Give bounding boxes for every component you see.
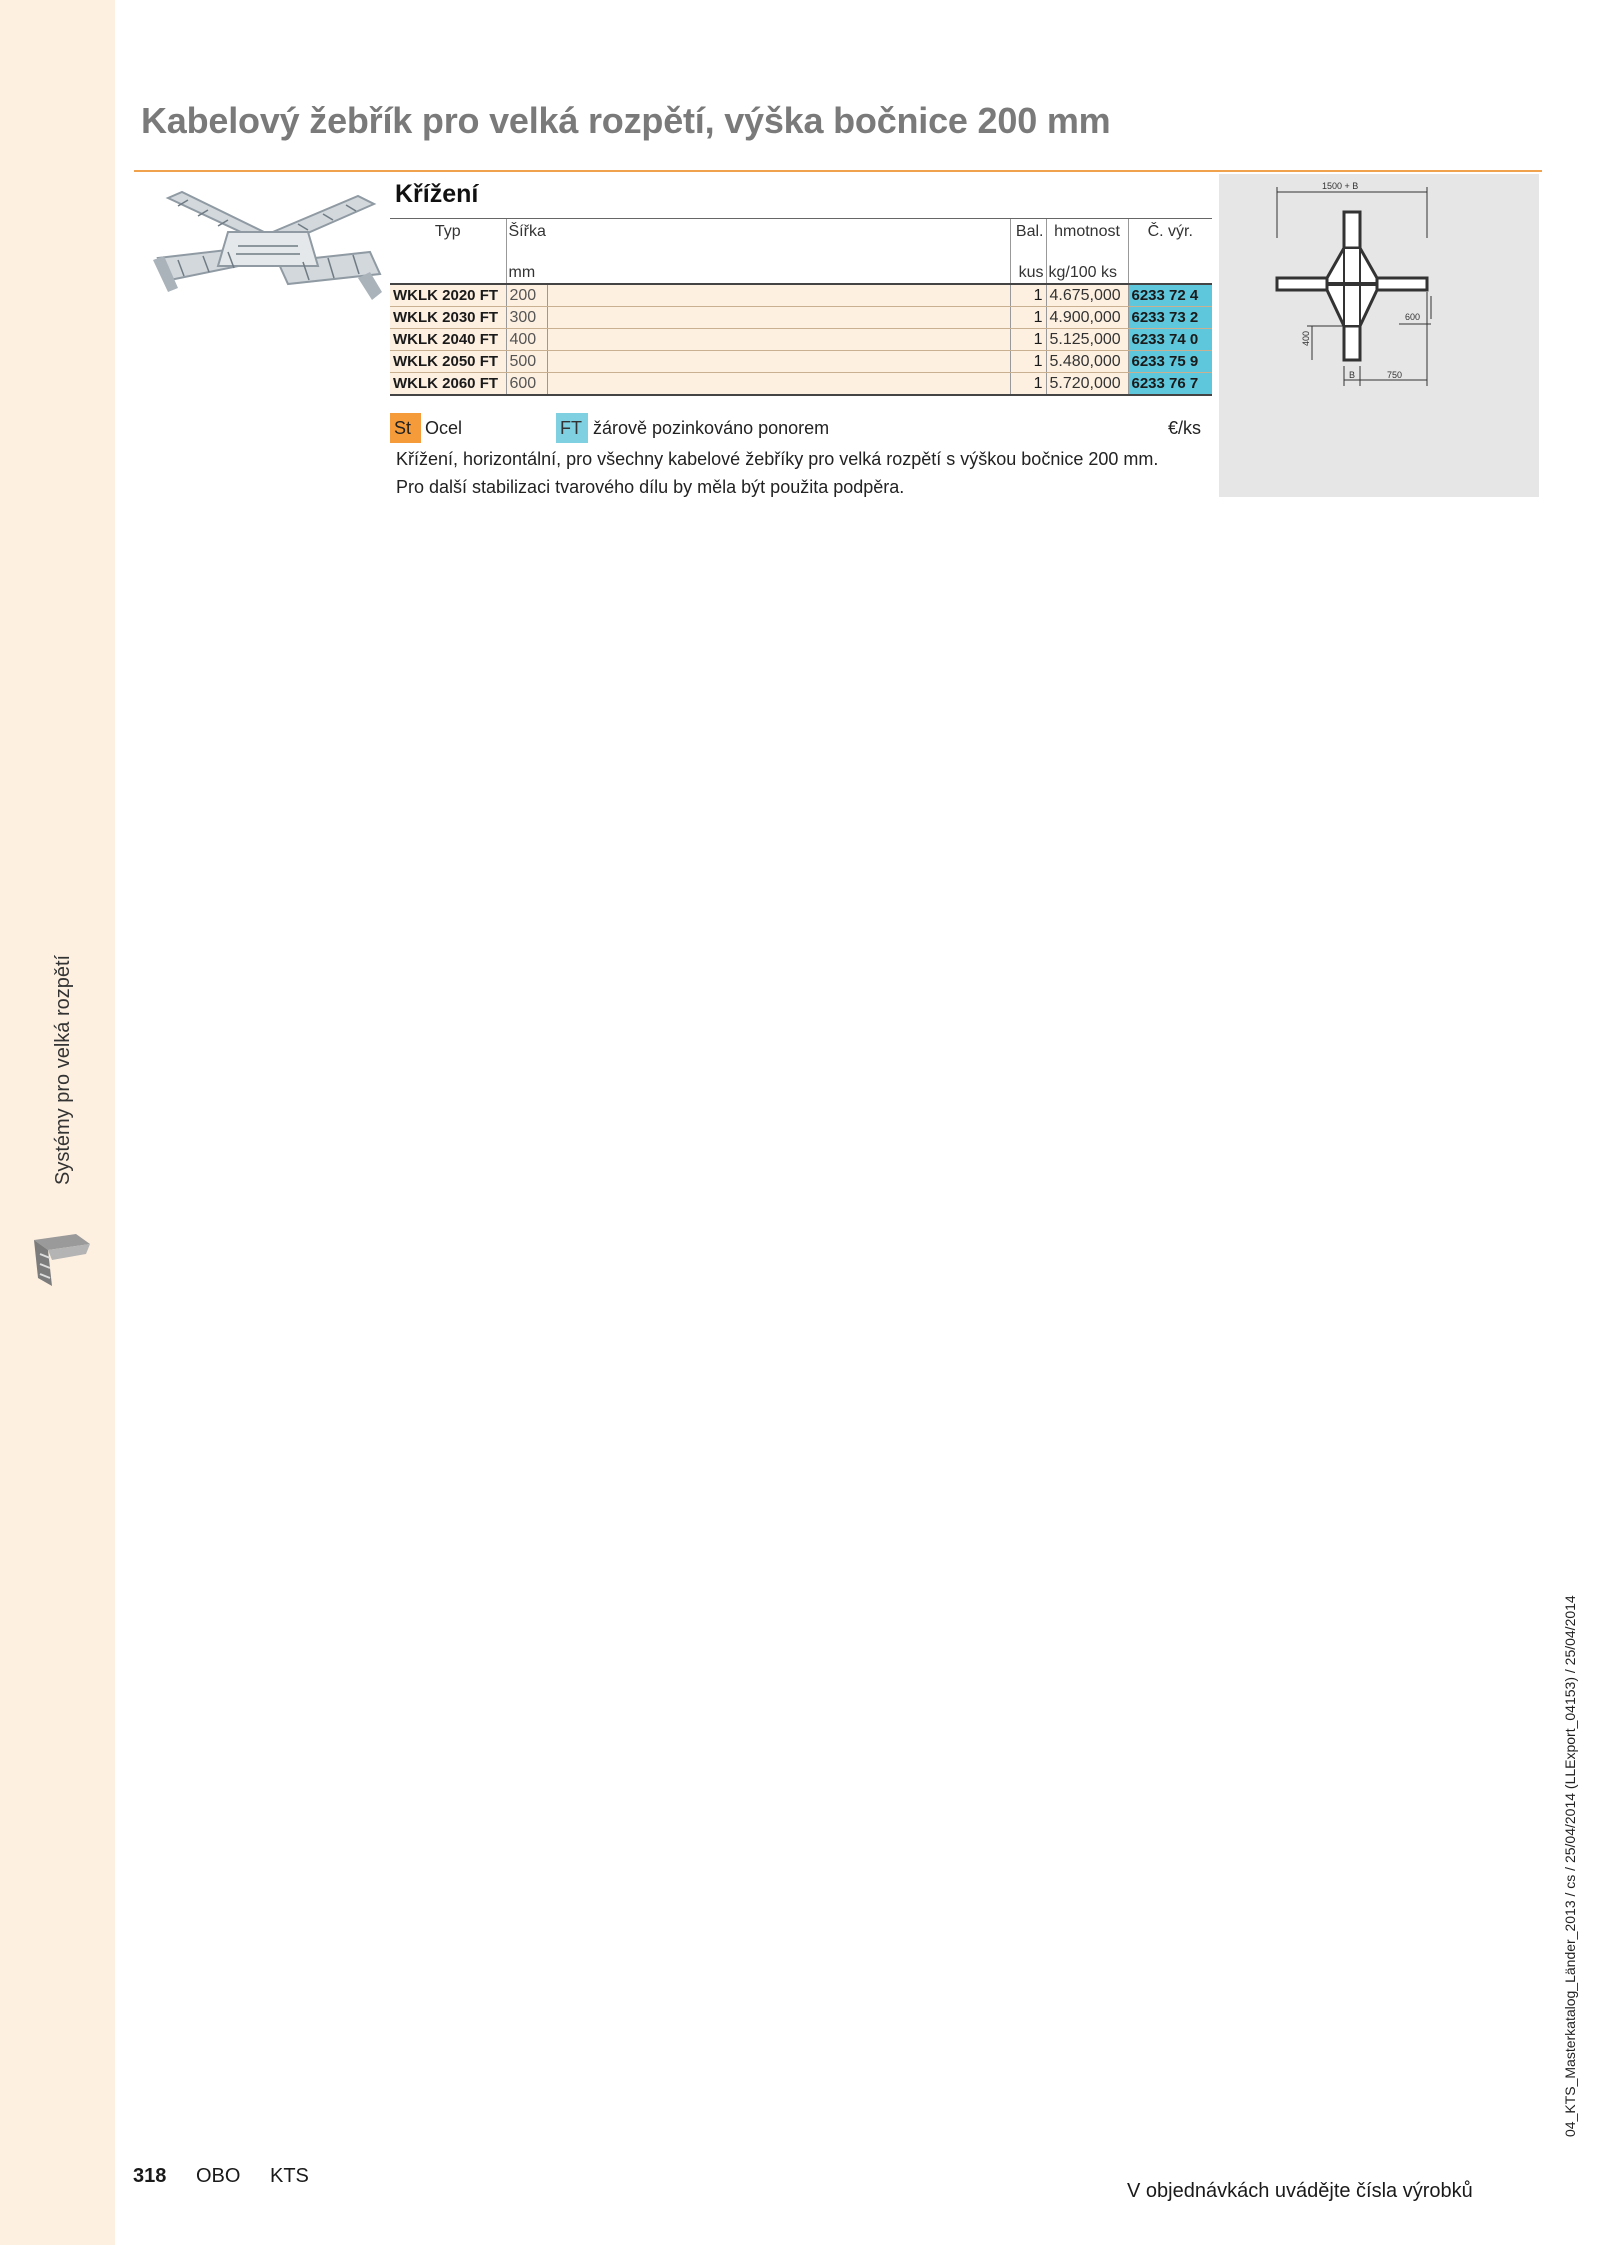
drawing-dim-left: 400 [1301, 330, 1311, 346]
cell-typ: WKLK 2050 FT [390, 351, 506, 373]
unit-bal: kus [1010, 257, 1046, 284]
cell-cislo: 6233 72 4 [1128, 284, 1212, 307]
product-description [396, 445, 1226, 501]
cell-hmotnost: 4.675,000 [1046, 284, 1128, 307]
technical-drawing [1219, 174, 1539, 497]
drawing-dim-b: B [1349, 370, 1356, 380]
cell-bal: 1 [1010, 373, 1046, 396]
cell-hmotnost: 5.720,000 [1046, 373, 1128, 396]
cell-typ: WKLK 2060 FT [390, 373, 506, 396]
header-sirka: Šířka [506, 219, 548, 258]
product-photo [148, 188, 384, 306]
section-title: Křížení [395, 180, 479, 208]
drawing-dim-bottom: 750 [1387, 370, 1403, 380]
finish-label: žárově pozinkováno ponorem [593, 418, 830, 438]
cell-hmotnost: 4.900,000 [1046, 307, 1128, 329]
cell-sirka: 200 [506, 284, 548, 307]
export-metadata: 04_KTS_Masterkatalog_Länder_2013 / cs / 25/04/2014 (LLExport_04153) / 25/04/2014 [1562, 1595, 1578, 2137]
header-hmotnost: hmotnost [1046, 219, 1128, 258]
cell-sirka: 300 [506, 307, 548, 329]
spec-table [390, 218, 1212, 396]
table-units-row [390, 257, 1212, 284]
footer-note: V objednávkách uvádějte čísla výrobků [1127, 2180, 1473, 2202]
cell-hmotnost: 5.125,000 [1046, 329, 1128, 351]
description-line: Pro další stabilizaci tvarového dílu by měla být použita podpěra. [396, 477, 905, 497]
material-label: Ocel [425, 418, 463, 438]
cell-typ: WKLK 2030 FT [390, 307, 506, 329]
unit-sirka: mm [506, 257, 548, 284]
cell-hmotnost: 5.480,000 [1046, 351, 1128, 373]
cell-cislo: 6233 76 7 [1128, 373, 1212, 396]
drawing-dim-top: 1500 + B [1322, 181, 1359, 191]
page-title: Kabelový žebřík pro velká rozpětí, výška bočnice 200 mm [141, 100, 1111, 141]
cell-cislo: 6233 74 0 [1128, 329, 1212, 351]
cell-sirka: 400 [506, 329, 548, 351]
footer-section: KTS [270, 2165, 309, 2187]
table-row [390, 307, 1212, 329]
header-cislo: Č. výr. [1128, 219, 1212, 258]
material-code-badge: St [390, 413, 421, 443]
cell-typ: WKLK 2020 FT [390, 284, 506, 307]
cell-cislo: 6233 75 9 [1128, 351, 1212, 373]
table-header-row [390, 219, 1212, 258]
description-line: Křížení, horizontální, pro všechny kabelové žebříky pro velká rozpětí s výškou bočnice 200 mm. [396, 449, 1159, 469]
table-row [390, 329, 1212, 351]
cell-typ: WKLK 2040 FT [390, 329, 506, 351]
unit-hmotnost: kg/100 ks [1046, 257, 1128, 284]
cable-ladder-icon [30, 1232, 92, 1288]
footer-brand: OBO [196, 2165, 241, 2187]
cell-bal: 1 [1010, 351, 1046, 373]
title-divider [134, 170, 1542, 172]
technical-drawing-panel [1219, 174, 1539, 497]
cell-bal: 1 [1010, 284, 1046, 307]
table-row [390, 284, 1212, 307]
table-row [390, 373, 1212, 396]
drawing-dim-right: 600 [1405, 312, 1421, 322]
cell-bal: 1 [1010, 329, 1046, 351]
page-number: 318 [133, 2165, 167, 2187]
cell-sirka: 500 [506, 351, 548, 373]
header-bal: Bal. [1010, 219, 1046, 258]
table-row [390, 351, 1212, 373]
cell-sirka: 600 [506, 373, 548, 396]
finish-code-badge: FT [556, 413, 588, 443]
cell-bal: 1 [1010, 307, 1046, 329]
cell-cislo: 6233 73 2 [1128, 307, 1212, 329]
header-typ: Typ [390, 219, 506, 258]
sidebar-label: Systémy pro velká rozpětí [52, 954, 74, 1185]
header-spacer [548, 219, 1010, 258]
price-unit: €/ks [1168, 418, 1202, 438]
